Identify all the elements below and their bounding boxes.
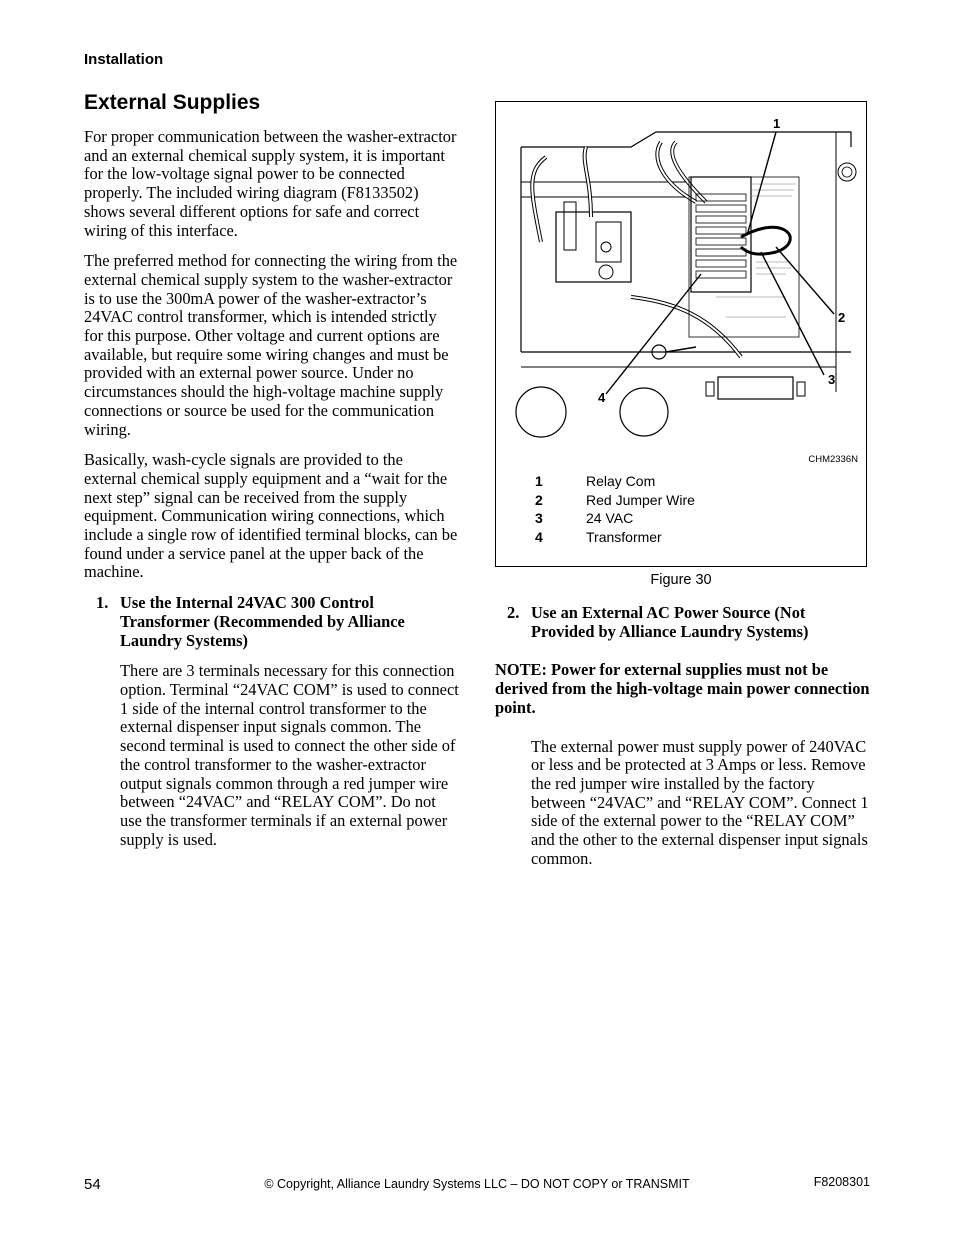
step-1-body: There are 3 terminals necessary for this connection option. Terminal “24VAC COM” is used to connect 1 side of the internal control transformer to the external dispenser input signals common. The second terminal is used to connect the other side of the control transformer to the washer-extractor output signals common through a red jumper wire between “24VAC” and “RELAY COM”. Do not use the transformer terminals if an external power supply is used. bbox=[120, 661, 459, 849]
callout-1: 1 bbox=[773, 116, 781, 131]
step-1-heading bbox=[84, 594, 459, 650]
step-2-title: Use an External AC Power Source (Not Provided by Alliance Laundry Systems) bbox=[531, 603, 809, 641]
legend-row bbox=[529, 492, 779, 511]
step-2-heading bbox=[495, 604, 870, 641]
legend-row bbox=[529, 473, 779, 492]
callout-2: 2 bbox=[838, 310, 846, 325]
step-2-number: 2. bbox=[507, 603, 520, 622]
legend-number: 1 bbox=[535, 473, 543, 489]
legend-number: 4 bbox=[535, 529, 543, 546]
note: NOTE: Power for external supplies must not be derived from the high-voltage main power connection point. bbox=[495, 660, 870, 717]
paragraph-intro: For proper communication between the washer-extractor and an external chemical supply system, it is important for the low-voltage signal power to be connected properly. The included wiring diagram (F8133502) shows several different options for safe and correct wiring of this interface. bbox=[84, 127, 457, 240]
callout-3: 3 bbox=[828, 372, 836, 387]
legend-number: 2 bbox=[535, 491, 543, 508]
left-column bbox=[84, 128, 459, 861]
legend-row bbox=[529, 510, 779, 529]
legend-number: 3 bbox=[535, 510, 543, 527]
copyright-notice: © Copyright, Alliance Laundry Systems LLC – DO NOT COPY or TRANSMIT bbox=[264, 1177, 690, 1191]
step-2-body: The external power must supply power of 240VAC or less and be protected at 3 Amps or less. Remove the red jumper wire installed by the factory between “24VAC” and “RELAY COM”. Connect 1 side of the external power to the “RELAY COM” and the other to the external dispenser input signals common. bbox=[531, 736, 869, 868]
paragraph-signals: Basically, wash-cycle signals are provided to the external chemical supply equipment and a “wait for the next step” signal can be received from the supply equipment. Communication wiring connections, which include a single row of identified terminal blocks, can be found under a service panel at the upper back of the machine. bbox=[84, 450, 458, 582]
callout-4: 4 bbox=[598, 390, 606, 405]
legend-label: Red Jumper Wire bbox=[586, 491, 695, 508]
page-title: External Supplies bbox=[84, 91, 261, 114]
step-1-title: Use the Internal 24VAC 300 Control Transformer (Recommended by Alliance Laundry Systems) bbox=[120, 593, 405, 650]
legend-row bbox=[529, 529, 779, 548]
figure-code: CHM2336N bbox=[808, 454, 858, 465]
figure-legend bbox=[529, 473, 779, 548]
paragraph-preferred-method: The preferred method for connecting the wiring from the external chemical supply system to the washer-extractor is to use the 300mA power of the washer-extractor’s 24VAC control transformer, which is intended strictly for this purpose. Other voltage and current options are available, but require some wiring changes and must be provided with an external power source. Under no circumstances should the high-voltage machine supply connections or source be used for the communication wiring. bbox=[84, 251, 458, 439]
legend-label: Relay Com bbox=[586, 473, 656, 489]
right-column bbox=[495, 598, 870, 880]
legend-label: 24 VAC bbox=[586, 510, 634, 527]
legend-label: Transformer bbox=[586, 529, 662, 546]
figure-box bbox=[495, 101, 867, 567]
section-label: Installation bbox=[84, 51, 164, 68]
document-number: F8208301 bbox=[813, 1175, 870, 1189]
page-number: 54 bbox=[84, 1176, 101, 1193]
step-1-number: 1. bbox=[96, 593, 109, 613]
wiring-illustration bbox=[496, 102, 866, 472]
figure-caption: Figure 30 bbox=[650, 572, 712, 588]
